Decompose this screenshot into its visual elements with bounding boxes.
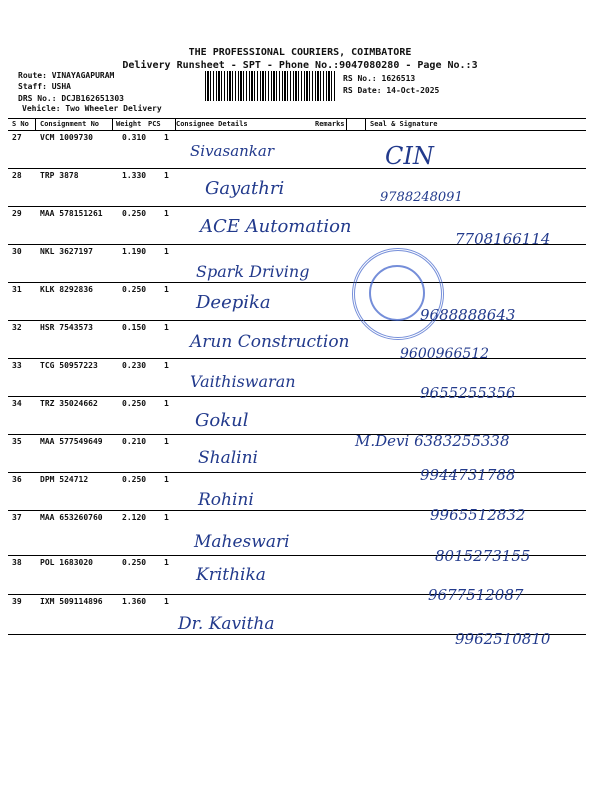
- handwritten-consignee: Rohini: [198, 490, 254, 510]
- handwritten-signature: 9600966512: [400, 346, 490, 362]
- col-divider: [365, 118, 366, 130]
- row-sno: 36: [12, 475, 22, 484]
- row-sno: 28: [12, 171, 22, 180]
- handwritten-consignee: ACE Automation: [200, 216, 352, 237]
- drs-label: DRS No.: DCJB162651303: [18, 94, 124, 103]
- row-sno: 31: [12, 285, 22, 294]
- row-pcs: 1: [164, 361, 169, 370]
- table-row: [8, 168, 586, 206]
- table-row: [8, 130, 586, 168]
- row-weight: 0.150: [122, 323, 147, 332]
- row-weight: 0.310: [122, 133, 147, 142]
- table-header: [8, 118, 586, 130]
- handwritten-signature: 9655255356: [420, 384, 516, 402]
- row-consignment-no: NKL 3627197: [40, 247, 93, 256]
- row-pcs: 1: [164, 323, 169, 332]
- vehicle-label: Vehicle: Two Wheeler Delivery: [22, 104, 162, 113]
- handwritten-consignee: Shalini: [198, 448, 258, 468]
- rs-number: RS No.: 1626513: [343, 74, 416, 83]
- row-weight: 0.250: [122, 285, 147, 294]
- handwritten-consignee: Maheswari: [194, 532, 290, 552]
- handwritten-signature: 7708166114: [455, 230, 551, 248]
- col-consignment: Consignment No: [40, 120, 100, 128]
- handwritten-signature: CIN: [385, 142, 434, 170]
- row-sno: 30: [12, 247, 22, 256]
- row-sno: 39: [12, 597, 22, 606]
- col-pcs: PCS: [148, 120, 161, 128]
- handwritten-signature: 9788248091: [380, 190, 463, 205]
- row-weight: 1.190: [122, 247, 147, 256]
- row-consignment-no: POL 1683020: [40, 558, 93, 567]
- row-sno: 27: [12, 133, 22, 142]
- row-consignment-no: VCM 1009730: [40, 133, 93, 142]
- row-consignment-no: MAA 577549649: [40, 437, 103, 446]
- row-sno: 34: [12, 399, 22, 408]
- route-label: Route: VINAYAGAPURAM: [18, 71, 115, 80]
- row-pcs: 1: [164, 171, 169, 180]
- row-consignment-no: MAA 653260760: [40, 513, 103, 522]
- row-sno: 33: [12, 361, 22, 370]
- handwritten-signature: 9962510810: [455, 630, 551, 648]
- row-weight: 2.120: [122, 513, 147, 522]
- row-pcs: 1: [164, 513, 169, 522]
- row-weight: 1.360: [122, 597, 147, 606]
- row-weight: 0.210: [122, 437, 147, 446]
- rule: [8, 206, 586, 207]
- handwritten-signature: M.Devi 6383255338: [355, 432, 510, 450]
- row-weight: 1.330: [122, 171, 147, 180]
- runsheet-subtitle: Delivery Runsheet - SPT - Phone No.:9047080280 - Page No.:3: [122, 60, 478, 71]
- row-consignment-no: DPM 524712: [40, 475, 89, 484]
- row-weight: 0.230: [122, 361, 147, 370]
- row-sno: 38: [12, 558, 22, 567]
- handwritten-consignee: Vaithiswaran: [190, 372, 296, 391]
- row-pcs: 1: [164, 597, 169, 606]
- row-consignment-no: TRZ 35024662: [40, 399, 98, 408]
- row-consignment-no: MAA 578151261: [40, 209, 103, 218]
- row-weight: 0.250: [122, 209, 147, 218]
- row-sno: 29: [12, 209, 22, 218]
- col-seal: Seal & Signature: [370, 120, 438, 128]
- row-weight: 0.250: [122, 475, 147, 484]
- handwritten-consignee: Sivasankar: [190, 142, 274, 160]
- col-remarks: Remarks: [315, 120, 345, 128]
- company-stamp: [352, 248, 444, 340]
- handwritten-signature: 9688888643: [420, 306, 516, 324]
- col-consignee: Consignee Details: [176, 120, 248, 128]
- rs-date: RS Date: 14-Oct-2025: [343, 86, 440, 95]
- row-weight: 0.250: [122, 399, 147, 408]
- row-pcs: 1: [164, 133, 169, 142]
- row-consignment-no: KLK 8292836: [40, 285, 93, 294]
- runsheet-title: THE PROFESSIONAL COURIERS, COIMBATORE: [188, 47, 412, 58]
- row-pcs: 1: [164, 247, 169, 256]
- row-pcs: 1: [164, 399, 169, 408]
- handwritten-consignee: Gayathri: [205, 178, 285, 199]
- row-weight: 0.250: [122, 558, 147, 567]
- handwritten-consignee: Arun Construction: [190, 332, 350, 352]
- col-divider: [35, 118, 36, 130]
- col-weight: Weight: [116, 120, 142, 128]
- handwritten-signature: 9677512087: [428, 586, 524, 604]
- col-sno: S No: [12, 120, 29, 128]
- handwritten-consignee: Deepika: [196, 292, 271, 313]
- handwritten-consignee: Dr. Kavitha: [178, 614, 275, 634]
- row-sno: 37: [12, 513, 22, 522]
- barcode: [205, 71, 335, 101]
- row-sno: 35: [12, 437, 22, 446]
- row-consignment-no: HSR 7543573: [40, 323, 93, 332]
- staff-label: Staff: USHA: [18, 82, 71, 91]
- row-consignment-no: IXM 509114896: [40, 597, 103, 606]
- row-pcs: 1: [164, 209, 169, 218]
- row-pcs: 1: [164, 285, 169, 294]
- handwritten-signature: 8015273155: [435, 547, 531, 565]
- row-consignment-no: TRP 3878: [40, 171, 79, 180]
- handwritten-consignee: Gokul: [195, 410, 249, 431]
- col-divider: [112, 118, 113, 130]
- row-sno: 32: [12, 323, 22, 332]
- row-consignment-no: TCG 50957223: [40, 361, 98, 370]
- row-pcs: 1: [164, 558, 169, 567]
- row-pcs: 1: [164, 437, 169, 446]
- row-pcs: 1: [164, 475, 169, 484]
- handwritten-signature: 9944731788: [420, 466, 516, 484]
- handwritten-consignee: Spark Driving: [196, 262, 310, 281]
- rule: [8, 118, 586, 119]
- handwritten-consignee: Krithika: [196, 565, 266, 585]
- col-divider: [175, 118, 176, 130]
- handwritten-signature: 9965512832: [430, 506, 526, 524]
- rule: [8, 168, 586, 169]
- rule: [8, 282, 586, 283]
- rule: [8, 358, 586, 359]
- col-divider: [346, 118, 347, 130]
